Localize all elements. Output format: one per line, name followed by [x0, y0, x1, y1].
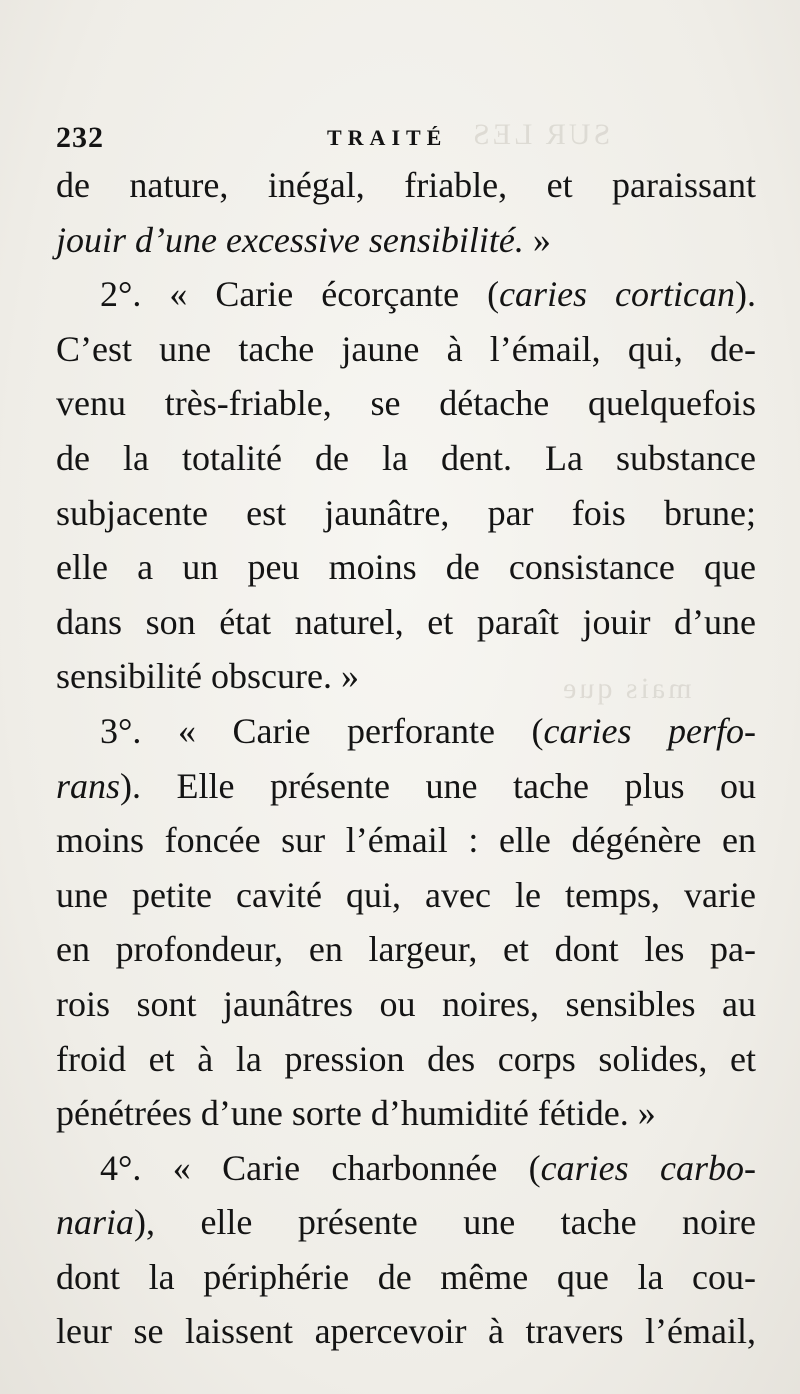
bleed-through-decoration: SUR LES	[470, 118, 611, 151]
italic-text: caries perfo-	[543, 710, 756, 751]
text-segment: moins foncée sur l’émail : elle dégénère en	[56, 820, 756, 861]
text-line	[56, 267, 756, 322]
text-segment: subjacente est jaunâtre, par fois brune;	[56, 492, 756, 533]
text-line	[56, 158, 756, 213]
text-segment: ).	[735, 274, 756, 315]
text-line	[56, 595, 756, 650]
text-segment: dans son état naturel, et paraît jouir d’une	[56, 601, 756, 642]
text-segment: en profondeur, en largeur, et dont les pa-	[56, 929, 756, 970]
text-segment: elle a un peu moins de consistance que	[56, 547, 756, 588]
text-line	[56, 1032, 756, 1087]
text-line	[56, 813, 756, 868]
text-segment: ). Elle présente une tache plus ou	[120, 765, 756, 806]
italic-text: naria	[56, 1202, 135, 1243]
text-line	[56, 649, 756, 704]
text-line	[56, 1086, 756, 1141]
text-segment: 4°. « Carie charbonnée (	[100, 1147, 541, 1188]
text-segment: 2°. « Carie écorçante (	[100, 274, 500, 315]
text-line	[56, 922, 756, 977]
text-segment: pénétrées d’une sorte d’humidité fétide. »	[56, 1093, 656, 1134]
text-line	[56, 431, 756, 486]
text-line	[56, 213, 756, 268]
text-line	[56, 868, 756, 923]
italic-text: caries cortican	[499, 274, 735, 315]
text-segment: ), elle présente une tache noire	[134, 1202, 756, 1243]
text-line	[56, 704, 756, 759]
text-line	[56, 759, 756, 814]
running-title: TRAITÉ	[327, 125, 448, 150]
text-segment: C’est une tache jaune à l’émail, qui, de-	[56, 328, 756, 369]
italic-text: jouir d’une excessive sensibilité.	[56, 219, 524, 260]
text-segment: »	[523, 219, 551, 260]
text-segment: 3°. « Carie perforante (	[100, 710, 544, 751]
text-line	[56, 376, 756, 431]
italic-text: rans	[56, 765, 121, 806]
text-line	[56, 1141, 756, 1196]
text-line	[56, 977, 756, 1032]
text-segment: une petite cavité qui, avec le temps, varie	[56, 874, 756, 915]
text-line	[56, 540, 756, 595]
text-segment: dont la périphérie de même que la cou-	[56, 1256, 756, 1297]
text-segment: de nature, inégal, friable, et paraissant	[56, 165, 756, 205]
text-segment: froid et à la pression des corps solides, et	[56, 1038, 756, 1079]
page-number: 232	[56, 121, 104, 154]
page-header	[56, 115, 756, 155]
text-line	[56, 1304, 756, 1359]
text-line	[56, 1250, 756, 1305]
bleed-through-decoration: mais que	[560, 672, 692, 705]
text-segment: leur se laissent apercevoir à travers l’émail,	[56, 1311, 756, 1352]
body-text	[56, 158, 756, 1359]
text-line	[56, 1195, 756, 1250]
text-segment: de la totalité de la dent. La substance	[56, 437, 756, 478]
italic-text: caries carbo-	[540, 1147, 756, 1188]
text-line	[56, 486, 756, 541]
text-segment: venu très-friable, se détache quelquefois	[56, 383, 756, 424]
text-segment: sensibilité obscure. »	[56, 656, 359, 697]
text-line	[56, 322, 756, 377]
text-segment: rois sont jaunâtres ou noires, sensibles au	[56, 983, 756, 1024]
